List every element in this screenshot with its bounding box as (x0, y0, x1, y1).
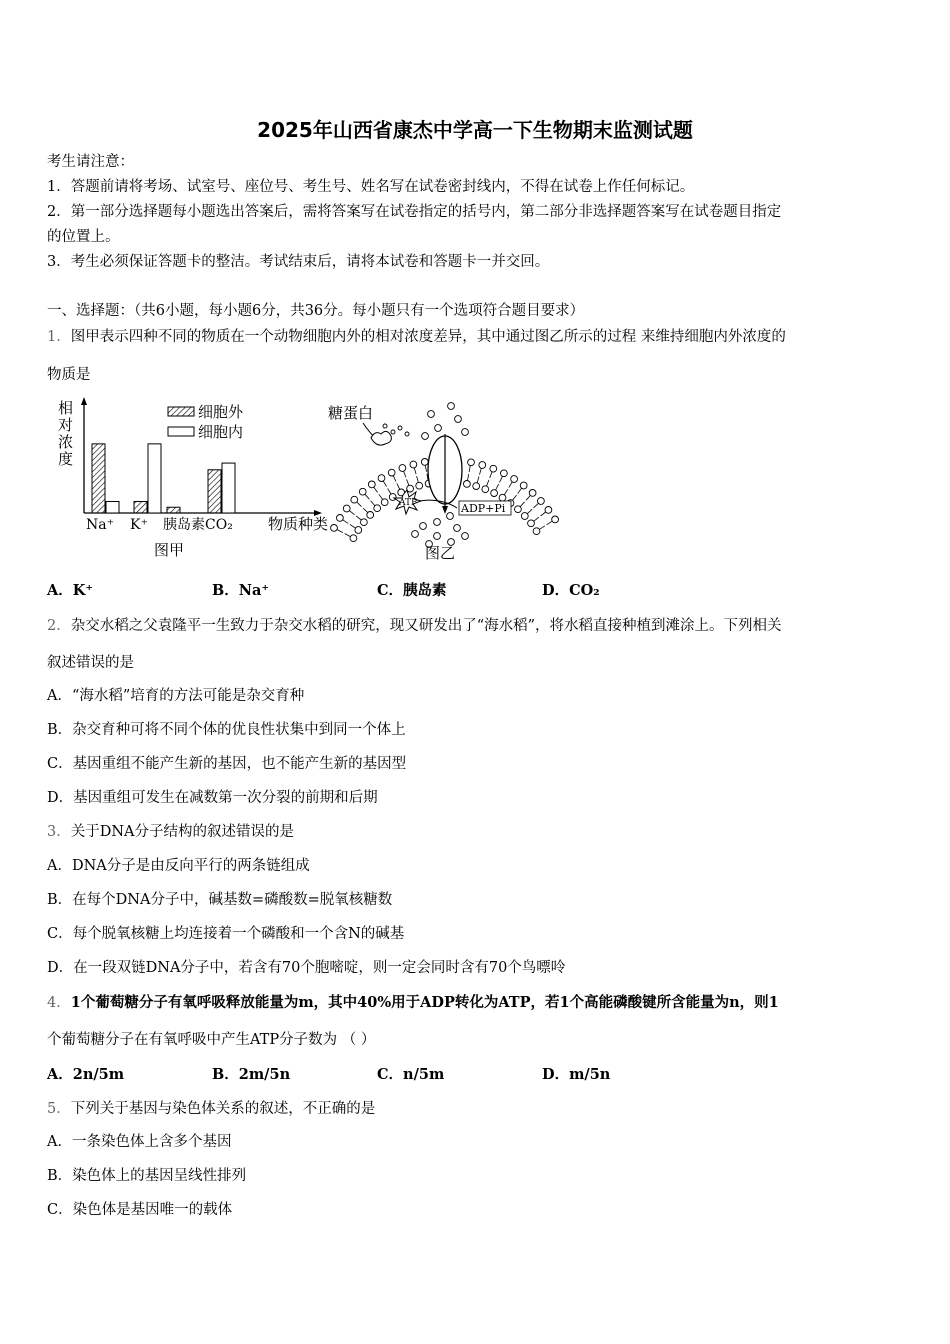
lipid-tail (487, 480, 489, 486)
lipid-tail (496, 484, 499, 490)
lipid-head (482, 486, 489, 493)
page-title: 2025年山西省康杰中学高一下生物期末监测试题 (257, 118, 693, 142)
notice-item: 的位置上。 (47, 229, 120, 245)
question-2-stem (47, 617, 782, 635)
option-d[interactable]: D．在一段双链DNA分子中，若含有70个胞嘧啶，则一定会同时含有70个鸟嘌呤 (47, 960, 566, 976)
legend (168, 403, 244, 441)
lipid-head (538, 498, 545, 505)
lipid-tail (468, 474, 469, 480)
question-2-stem-cont: 叙述错误的是 (47, 655, 134, 671)
y-label-char: 对 (58, 416, 74, 434)
y-axis-label (58, 399, 73, 468)
category-label: 胰岛素 (163, 517, 205, 533)
lipid-tail (541, 512, 546, 516)
lipid-head (468, 459, 475, 466)
molecule-dot (405, 432, 409, 436)
lipid-head (473, 483, 480, 490)
option-d[interactable]: D．m/5n (542, 1066, 611, 1083)
glycoprotein-shape (371, 431, 391, 445)
lipid-head (416, 482, 423, 489)
bar-inside-3 (222, 463, 235, 513)
lipid-tail (337, 530, 343, 533)
molecule-dot (434, 533, 441, 540)
notice-heading: 考生请注意： (47, 154, 134, 170)
question-number: 5． (47, 1101, 71, 1117)
option-d[interactable]: D．CO₂ (542, 582, 600, 599)
question-number: 1． (47, 329, 71, 345)
adp-label: ADP+Pi (461, 502, 506, 515)
lipid-tail (526, 495, 530, 500)
molecule-dot (383, 424, 387, 428)
y-label-char: 相 (58, 399, 74, 417)
question-1-stem-cont: 物质是 (47, 367, 91, 383)
stem-text: 下列关于基因与染色体关系的叙述，不正确的是 (70, 1101, 376, 1117)
question-5-stem (47, 1100, 375, 1118)
lipid-tail (371, 501, 375, 506)
stem-text: 关于DNA分子结构的叙述错误的是 (70, 824, 295, 840)
lipid-head (374, 505, 381, 512)
question-3-stem (47, 823, 294, 841)
lipid-head (511, 476, 518, 483)
lipid-head (528, 520, 535, 527)
lipid-tail (350, 525, 356, 529)
lipid-head (361, 519, 368, 526)
lipid-tail (379, 494, 383, 499)
lipid-head (479, 462, 486, 469)
bar-outside-1 (134, 501, 147, 513)
lipid-head (350, 535, 357, 542)
question-1-options (47, 582, 707, 600)
lipid-head (520, 482, 527, 489)
bar-group (92, 444, 235, 513)
bar-inside-1 (148, 444, 161, 513)
stem-text: 图甲表示四种不同的物质在一个动物细胞内外的相对浓度差异，其中通过图乙所示的过程 来维持细胞内外浓度的 (70, 329, 786, 345)
bar-outside-3 (208, 470, 221, 513)
option-a[interactable]: A．2n/5m (47, 1066, 125, 1083)
lipid-tail (356, 516, 361, 520)
lipid-head (490, 465, 497, 472)
lipid-head (378, 475, 385, 482)
option-c[interactable]: C．n/5m (377, 1066, 445, 1083)
category-label: CO₂ (205, 517, 233, 533)
option-c[interactable]: C．基因重组不能产生新的基因，也不能产生新的基因型 (47, 756, 407, 772)
y-label-char: 度 (58, 450, 74, 468)
lipid-tail (404, 471, 406, 477)
option-b[interactable]: B．2m/5n (212, 1066, 291, 1083)
figure-a-chart (50, 395, 330, 567)
lipid-tail (397, 483, 400, 489)
lipid-tail (539, 526, 545, 530)
lipid-head (545, 507, 552, 514)
lipid-tail (480, 468, 482, 474)
lipid-head (491, 490, 498, 497)
lipid-tail (469, 466, 470, 473)
option-c[interactable]: C．每个脱氧核糖上均连接着一个磷酸和一个含N的碱基 (47, 926, 405, 942)
option-b[interactable]: B．染色体上的基因呈线性排列 (47, 1168, 247, 1184)
lipid-tail (490, 472, 492, 478)
lipid-tail (357, 502, 362, 507)
lipid-head (355, 527, 362, 534)
lipid-head (399, 465, 406, 472)
legend-label-outside: 细胞外 (198, 403, 244, 421)
lipid-tail (534, 517, 539, 521)
lipid-tail (343, 520, 349, 524)
category-label: Na⁺ (86, 517, 114, 533)
option-a[interactable]: A．DNA分子是由反向平行的两条链组成 (47, 858, 310, 874)
lipid-head (368, 481, 375, 488)
molecule-dot (454, 525, 461, 532)
lipid-head (499, 494, 506, 501)
option-b[interactable]: B．杂交育种可将不同个体的优良性状集中到同一个体上 (47, 722, 406, 738)
lipid-head (388, 469, 395, 476)
option-a[interactable]: A．“海水稻”培育的方法可能是杂交育种 (47, 688, 305, 704)
legend-swatch-inside (168, 427, 194, 436)
bar-outside-2 (167, 507, 180, 513)
molecule-dot (428, 411, 435, 418)
lipid-tail (534, 503, 539, 508)
lipid-head (410, 461, 417, 468)
lipid-head (533, 528, 540, 535)
molecule-dot (448, 403, 455, 410)
lipid-head (521, 513, 528, 520)
lipid-tail (500, 476, 503, 482)
lipid-tail (477, 477, 479, 483)
lipid-head (501, 470, 508, 477)
lipid-tail (383, 481, 386, 487)
lipid-tail (547, 521, 553, 525)
option-d[interactable]: D．基因重组可发生在减数第一次分裂的前期和后期 (47, 790, 378, 806)
glycoprotein-label: 糖蛋白 (328, 404, 374, 422)
lipid-head (464, 481, 471, 488)
notice-item: 3．考生必须保证答题卡的整洁。考试结束后，请将本试卷和答题卡一并交回。 (47, 254, 550, 270)
notice-item: 2．第一部分选择题每小题选出答案后，需将答案写在试卷指定的括号内，第二部分非选择题答案写在试卷题目指定 (47, 204, 782, 220)
lipid-head (337, 515, 344, 522)
lipid-tail (504, 489, 508, 495)
lipid-tail (520, 502, 524, 507)
lipid-head (515, 506, 522, 513)
molecule-dot (412, 531, 419, 538)
lipid-tail (509, 482, 513, 488)
molecule-dot (455, 416, 462, 423)
lipid-tail (365, 494, 369, 499)
lipid-head (552, 516, 559, 523)
option-b[interactable]: B．Na⁺ (212, 582, 270, 599)
figure-a-caption: 图甲 (154, 541, 185, 559)
lipid-tail (414, 468, 416, 474)
molecule-dot (398, 426, 402, 430)
lipid-head (389, 494, 396, 501)
option-b[interactable]: B．在每个DNA分子中，碱基数=磷酸数=脱氧核糖数 (47, 892, 393, 908)
lipid-tail (363, 508, 368, 513)
molecule-dot (435, 425, 442, 432)
notice-item: 1．答题前请将考场、试室号、座位号、考生号、姓名写在试卷密封线内，不得在试卷上作任何标记。 (47, 179, 695, 195)
atp-label: ATP (399, 498, 418, 508)
lipid-head (343, 505, 350, 512)
lipid-tail (345, 534, 351, 537)
molecule-dot (462, 533, 469, 540)
lipid-tail (407, 479, 409, 485)
molecule-dot (462, 429, 469, 436)
lipid-head (421, 459, 428, 466)
molecule-dot (420, 523, 427, 530)
bar-inside-0 (106, 501, 119, 513)
lipid-tail (518, 488, 522, 493)
option-c[interactable]: C．染色体是基因唯一的载体 (47, 1202, 233, 1218)
category-labels (86, 516, 233, 533)
lipid-tail (393, 476, 396, 482)
y-label-char: 浓 (58, 433, 74, 451)
question-number: 2． (47, 618, 71, 634)
bar-outside-0 (92, 444, 105, 513)
section-heading: 一、选择题：（共6小题，每小题6分，共36分。每小题只有一个选项符合题目要求） (47, 303, 585, 319)
lipid-tail (417, 476, 419, 482)
y-axis-arrow (81, 397, 87, 405)
question-4-options (47, 1066, 707, 1084)
molecule-dot (447, 513, 454, 520)
category-label: K⁺ (130, 517, 148, 533)
lipid-tail (388, 488, 391, 494)
stem-text: 杂交水稻之父袁隆平一生致力于杂交水稻的研究，现又研发出了“海水稻”，将水稻直接种植到滩涂上。下列相关 (70, 618, 782, 634)
lipid-head (351, 496, 358, 503)
molecule-dot (391, 430, 395, 434)
question-4-stem (47, 994, 779, 1012)
figure-b-diagram (325, 398, 565, 566)
option-c[interactable]: C．胰岛素 (377, 582, 447, 599)
option-a[interactable]: A．一条染色体上含多个基因 (47, 1134, 232, 1150)
molecule-dot (422, 433, 429, 440)
option-a[interactable]: A．K⁺ (47, 582, 94, 599)
molecule-dot (434, 519, 441, 526)
question-number: 3． (47, 824, 71, 840)
question-1-stem (47, 328, 786, 346)
lipid-tail (425, 465, 426, 472)
lipid-tail (349, 511, 354, 515)
lipid-head (381, 499, 388, 506)
figure-b-caption: 图乙 (425, 544, 456, 562)
lipid-tail (527, 509, 532, 514)
lipid-head (331, 525, 338, 532)
lipid-tail (374, 487, 378, 492)
question-4-stem-cont: 个葡萄糖分子在有氧呼吸中产生ATP分子数为 （ ） (47, 1032, 376, 1048)
stem-text: 1个葡萄糖分子有氧呼吸释放能量为m，其中40%用于ADP转化为ATP，若1个高能磷酸键所含能量为n，则1 (70, 994, 779, 1011)
lipid-tail (513, 495, 517, 500)
legend-label-inside: 细胞内 (198, 423, 244, 441)
legend-swatch-outside (168, 407, 194, 416)
question-number: 4． (47, 995, 71, 1011)
x-axis-label: 物质种类 (268, 515, 329, 533)
